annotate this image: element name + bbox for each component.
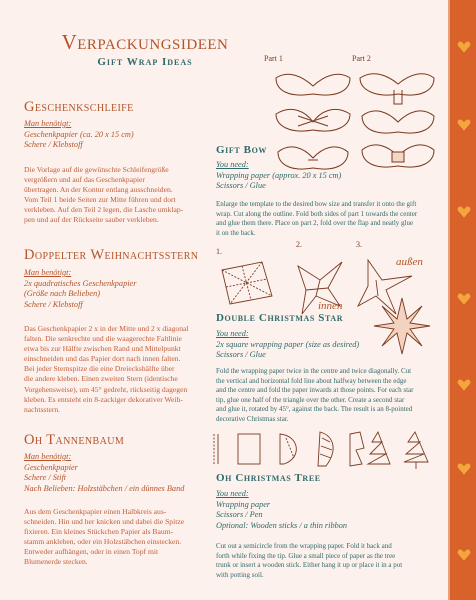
aussen-label: außen	[396, 256, 423, 268]
text-stern-de	[24, 324, 216, 415]
text-line: Entweder aufhängen, oder in einen Topf mit	[24, 547, 159, 557]
heading-geschenkschleife: Geschenkschleife	[24, 99, 134, 115]
needs-item: Geschenkpapier (ca. 20 x 15 cm)	[24, 129, 134, 139]
text-line: forth while fixing the tip. Glue a small piece of paper as the tree	[216, 551, 396, 560]
step1-label: 1.	[216, 247, 222, 256]
text-line: nachtsstern.	[24, 404, 61, 414]
text-line: Vom Teil 1 beide Seiten zur Mitte führen und dort	[24, 195, 176, 205]
text-line: etwa bis zur Hälfte zwischen Rand und Mittelpunkt	[24, 344, 181, 354]
heart-icon	[457, 118, 471, 132]
needs-label: You need:	[216, 160, 249, 169]
page-subtitle: Gift Wrap Ideas	[97, 56, 193, 68]
needs-label: Man benötigt:	[24, 268, 72, 277]
text-line: Aus dem Geschenkpapier einen Halbkreis aus-	[24, 507, 167, 516]
needs-item: Optional: Wooden sticks / a thin ribbon	[216, 520, 348, 530]
text-line: schneiden. Hin und her knicken und dabei die Spitze	[24, 517, 185, 527]
text-line: Bei jeder Sternspitze die eine Dreieckshälfte über	[24, 364, 175, 374]
text-line: die andere kleben. Einen zweiten Stern (identische	[24, 374, 178, 384]
text-line: and glue it, rotated by 45°, against the back. The result is an 8-pointed	[216, 405, 413, 414]
text-line: kleben. Es entsteht ein 8-zackiger dekorativer Weih-	[24, 394, 183, 404]
needs-baum-de	[24, 452, 214, 494]
part2-label: Part 2	[352, 54, 371, 63]
needs-item: (Größe nach Belieben)	[24, 289, 101, 298]
text-star-en	[216, 367, 444, 425]
step3-label: 3.	[356, 240, 362, 249]
needs-item: Schere / Stift	[24, 473, 67, 482]
text-line: tip, glue one half of the triangle over the other. Create a second star	[216, 395, 405, 404]
needs-item: Schere / Klebstoff	[24, 140, 83, 149]
needs-item: Scissors / Glue	[216, 350, 266, 359]
needs-item: Scissors / Glue	[216, 181, 266, 190]
text-line: Das Geschenkpapier 2 x in der Mitte und 2 x diagonal	[24, 324, 189, 333]
decorative-strip	[448, 0, 476, 600]
needs-item: Geschenkpapier	[24, 462, 78, 472]
text-line: Enlarge the template to the desired bow size and transfer it onto the gift	[216, 200, 417, 208]
heart-icon	[457, 292, 471, 306]
innen-label: innen	[318, 300, 343, 312]
text-schleife-de	[24, 165, 216, 226]
text-line: einschneiden und das Papier dort nach innen falten.	[24, 354, 181, 364]
heading-doppelter-weihnachtsstern: Doppelter Weihnachtsstern	[24, 247, 199, 263]
heading-oh-christmas-tree: Oh Christmas Tree	[216, 472, 321, 484]
needs-stern-de	[24, 268, 214, 310]
text-line: verkleben. Auf den Teil 2 legen, die Lasche umklap-	[24, 205, 184, 215]
text-line: with potting soil.	[216, 570, 264, 579]
text-line: and the centre and fold the paper inwards at those points. For each star	[216, 386, 414, 395]
needs-label: Man benötigt:	[24, 119, 72, 128]
needs-item: 2x square wrapping paper (size as desired)	[216, 339, 360, 349]
text-line: Fold the wrapping paper twice in the centre and twice diagonally. Cut	[216, 367, 412, 375]
text-line: vergrößern und auf das Geschenkpapier	[24, 175, 145, 185]
text-bow-en	[216, 200, 444, 238]
heart-icon	[457, 205, 471, 219]
heading-double-christmas-star: Double Christmas Star	[216, 312, 344, 324]
part1-label: Part 1	[264, 54, 283, 63]
heart-icon	[457, 378, 471, 392]
needs-star-en	[216, 329, 436, 361]
needs-item: Nach Belieben: Holzstäbchen / ein dünnes Band	[24, 483, 185, 493]
text-line: trunk or insert a wooden stick. Either hang it up or place it in a pot	[216, 561, 403, 570]
needs-label: You need:	[216, 329, 249, 338]
text-line: wrap. Cut along the outline. Fold both sides of part 1 towards the center	[216, 209, 418, 218]
text-line: falten. Die senkrechte und die waagerechte Faltlinie	[24, 334, 182, 344]
text-line: fixieren. Ein kleines Stückchen Papier als Baum-	[24, 527, 174, 537]
needs-item: Scissors / Pen	[216, 510, 263, 519]
text-line: Blumenerde stecken.	[24, 557, 88, 567]
heart-icon	[457, 40, 471, 54]
needs-item: Wrapping paper (approx. 20 x 15 cm)	[216, 170, 342, 180]
needs-item: Schere / Klebstoff	[24, 299, 83, 309]
text-line: pen und auf der Rückseite sauber verkleben.	[24, 215, 159, 225]
page-title: Verpackungsideen	[61, 30, 229, 54]
text-line: stamm ankleben, oder ein Holzstäbchen einstecken.	[24, 537, 182, 547]
tree-illustration	[210, 428, 444, 470]
needs-tree-en	[216, 489, 436, 531]
text-line: Vorgehensweise), um 45° gedreht, rückseitig dagegen	[24, 384, 188, 394]
needs-item: Wrapping paper	[216, 499, 271, 509]
text-line: Cut out a semicircle from the wrapping paper. Fold it back and	[216, 542, 392, 550]
text-line: übertragen. An der Kontur entlang ausschneiden.	[24, 185, 173, 195]
text-line: it on the back.	[216, 228, 256, 237]
needs-schleife-de	[24, 119, 214, 151]
text-baum-de	[24, 507, 216, 568]
text-tree-en	[216, 542, 444, 580]
text-line: and glue them there. Place on part 2, fold over the flap and neatly glue	[216, 219, 414, 228]
heart-icon	[457, 462, 471, 476]
needs-item: 2x quadratisches Geschenkpapier	[24, 278, 137, 288]
text-line: the vertical and horizontal fold line about halfway between the edge	[216, 376, 407, 385]
heading-oh-tannenbaum: Oh Tannenbaum	[24, 432, 125, 448]
text-line: Die Vorlage auf die gewünschte Schleifengröße	[24, 165, 169, 174]
step2-label: 2.	[296, 240, 302, 249]
heart-icon	[457, 548, 471, 562]
needs-label: You need:	[216, 489, 249, 498]
text-line: decorative Christmas star.	[216, 414, 289, 423]
needs-label: Man benötigt:	[24, 452, 72, 461]
heading-gift-bow: Gift Bow	[216, 144, 268, 156]
needs-bow-en	[216, 160, 436, 192]
